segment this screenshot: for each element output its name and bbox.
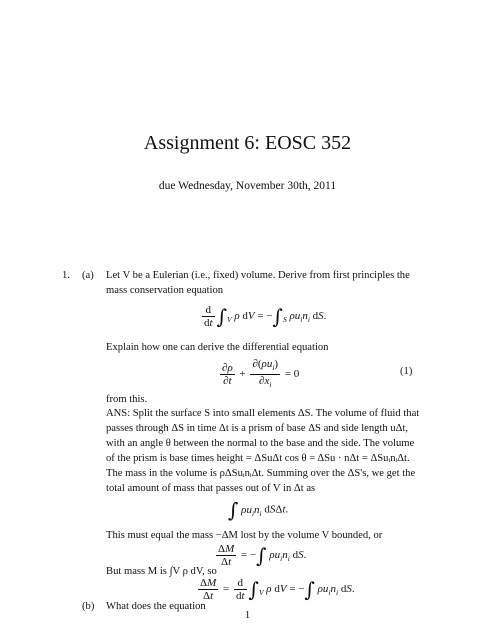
question-number: 1. [62, 270, 70, 281]
mass-derivative-equation: $\frac{\Delta M}{\Delta t}$ = $\frac{d}{dt}$ $\int_V$ ρ dV = −∫ $\rho u_in_i$ dS. [200, 577, 355, 602]
part-b-label: (b) [82, 601, 95, 612]
answer-line6: total amount of mass that passes out of V in Δt as [106, 483, 316, 494]
answer-line4: of the prism is base times height = ΔSuΔt cos θ = ΔSu · nΔt = ΔSuᵢnᵢΔt. [106, 453, 410, 464]
part-a-line2: mass conservation equation [106, 285, 224, 296]
page-number: 1 [244, 610, 251, 621]
mass-loss-equation: $\frac{\Delta M}{\Delta t}$ = −∫ $\rho u_in_i$ dS. [218, 543, 307, 568]
page-title: Assignment 6: EOSC 352 [143, 132, 352, 154]
from-this-text: from this. [106, 394, 148, 405]
answer-line3: with an angle θ between the normal to the base and the side. The volume [106, 438, 415, 449]
equation-number-1: (1) [400, 366, 413, 377]
part-a-line1: Let V be a Eulerian (i.e., fixed) volume. Derive from first principles the [106, 270, 410, 281]
mass-flux-integral: ∫ $\rho u_in_i$ dSΔt. [228, 498, 289, 522]
must-equal-text: This must equal the mass −ΔM lost by the volume V bounded, or [106, 530, 383, 541]
explain-text: Explain how one can derive the differential equation [106, 342, 329, 353]
but-mass-text: But mass M is ∫V ρ dV, so [106, 566, 217, 577]
mass-conservation-equation: $\frac{d}{dt}$ $\int_V$ ρ dV = $-\int_S$ $\rho u_in_i$ dS. [204, 304, 327, 329]
due-date: due Wednesday, November 30th, 2011 [158, 180, 337, 192]
differential-equation: $\frac{\partial\rho}{\partial t}$ + $\frac{\partial(\rho u_i)}{\partial x_i}$ = 0 [222, 358, 300, 390]
answer-line5: The mass in the volume is ρΔSuᵢnᵢΔt. Summing over the ΔS's, we get the [106, 468, 416, 479]
answer-line2: passes through ΔS in time Δt is a prism of base ΔS and side length uΔt, [106, 423, 409, 434]
part-a-label: (a) [82, 270, 94, 281]
answer-line1: ANS: Split the surface S into small elements ΔS. The volume of fluid that [106, 408, 420, 419]
part-b-text: What does the equation [106, 601, 206, 612]
